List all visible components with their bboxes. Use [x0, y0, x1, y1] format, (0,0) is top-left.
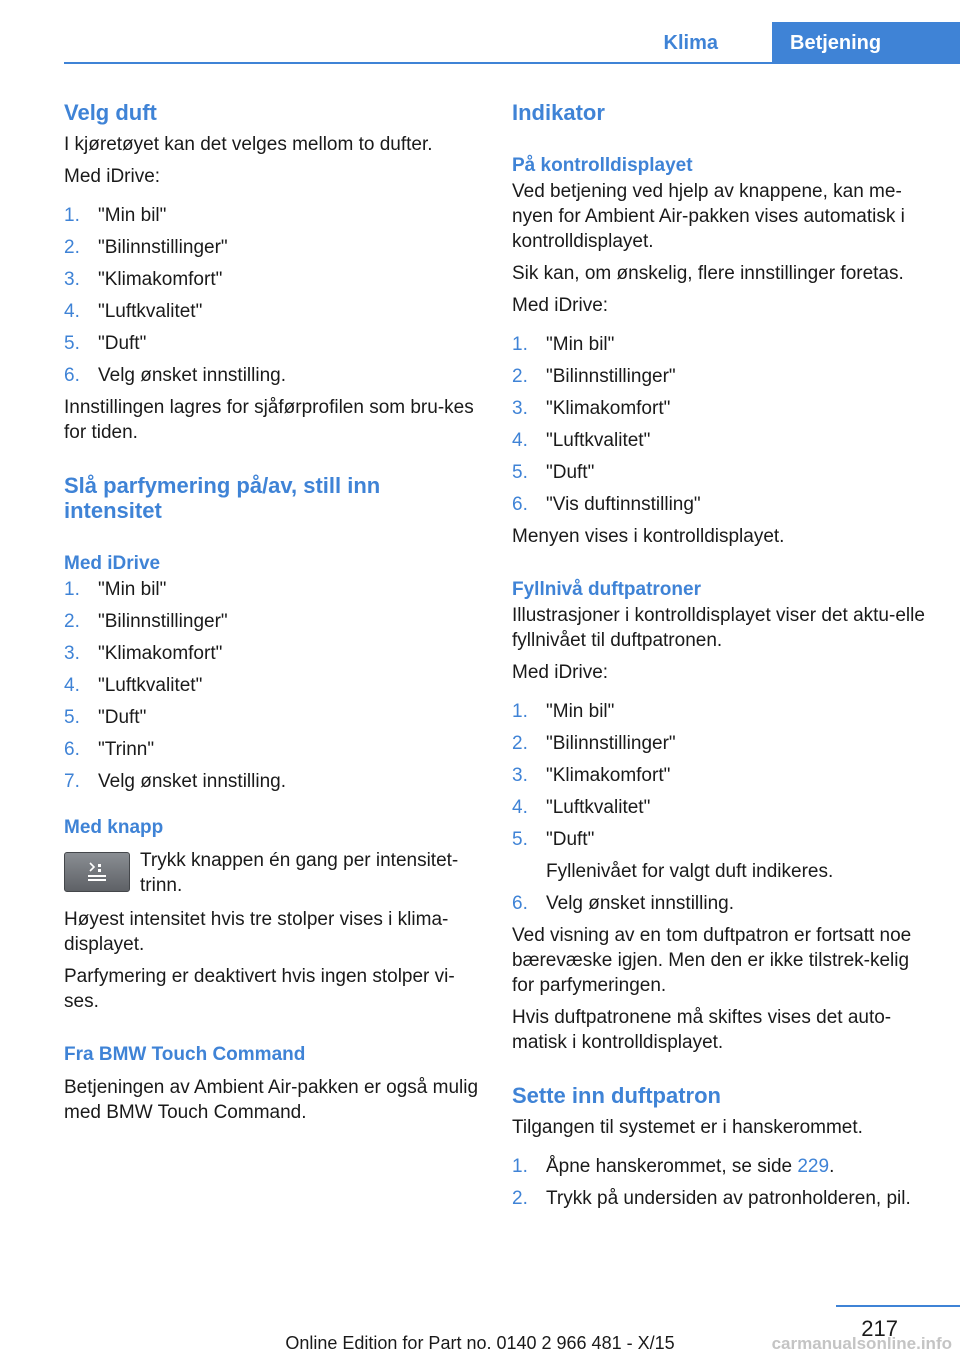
subsection-title-kontrolldisplay: På kontrolldisplayet [512, 155, 693, 176]
parfymering-p1: Høyest intensitet hvis tre stolper vises i klima-displayet. [64, 909, 449, 955]
indikator-p1: Ved betjening ved hjelp av knappene, kan me-nyen for Ambient Air-pakken vises automatisk i kontrolldisplayet. [512, 181, 905, 252]
sette-inn-intro: Tilgangen til systemet er i hanskerommet. [512, 1117, 863, 1138]
page-header [64, 22, 960, 64]
tab-klima[interactable]: Klima [663, 32, 718, 54]
list-item: 2. "Bilinnstillinger" [64, 237, 228, 258]
fyllniva-p2: Ved visning av en tom duftpatron er fortsatt noe bærevæske igjen. Men den er ikke tilstrek-kelig for parfymeringen. [512, 925, 912, 996]
velg-duft-intro: I kjøretøyet kan det velges mellom to dufter. [64, 134, 433, 155]
parfymering-p2: Parfymering er deaktivert hvis ingen stolper vi-ses. [64, 966, 455, 1012]
footer-rule [836, 1305, 960, 1307]
sette-inn-steps [512, 1154, 932, 1211]
knapp-text: Trykk knappen én gang per intensitet-trinn. [140, 850, 459, 896]
touch-command-text: Betjeningen av Ambient Air-pakken er også mulig med BMW Touch Command. [64, 1077, 479, 1123]
parfymering-steps [64, 577, 482, 794]
indikator-steps [512, 332, 932, 517]
list-item: 4. "Luftkvalitet" [512, 797, 651, 818]
list-item: 5. "Duft" [512, 462, 595, 483]
list-item: 1. "Min bil" [512, 701, 615, 722]
subsection-title-touch-command: Fra BMW Touch Command [64, 1044, 306, 1065]
indikator-p2: Sik kan, om ønskelig, flere innstillinger foretas. [512, 263, 904, 284]
list-item: 2. Trykk på undersiden av patronholderen, pil. [512, 1188, 911, 1209]
list-item: 1. "Min bil" [64, 205, 167, 226]
list-item: 4. "Luftkvalitet" [64, 301, 203, 322]
footer-edition: Online Edition for Part no. 0140 2 966 481 - X/15 [285, 1333, 675, 1353]
velg-duft-with: Med iDrive: [64, 166, 161, 187]
list-item: 3. "Klimakomfort" [64, 643, 223, 664]
list-item: 6. Velg ønsket innstilling. [64, 365, 286, 386]
fyllniva-p3: Hvis duftpatronene må skiftes vises det auto-matisk i kontrolldisplayet. [512, 1007, 892, 1053]
section-title-velg-duft: Velg duft [64, 100, 157, 125]
list-item: 5. "Duft" [64, 707, 147, 728]
list-item: 3. "Klimakomfort" [64, 269, 223, 290]
list-item: 5. "Duft" Fyllenivået for valgt duft indikeres. [512, 827, 932, 884]
list-item: 4. "Luftkvalitet" [512, 430, 651, 451]
fyllniva-p1: Illustrasjoner i kontrolldisplayet viser det aktu-elle fyllnivået til duftpatronen. [512, 605, 925, 651]
list-item: 6. "Trinn" [64, 739, 155, 760]
list-item: 6. "Vis duftinnstilling" [512, 494, 701, 515]
right-column [512, 100, 932, 1218]
subsection-title-med-idrive: Med iDrive [64, 553, 161, 574]
fyllniva-steps [512, 699, 932, 916]
list-item: 2. "Bilinnstillinger" [64, 611, 228, 632]
section-title-indikator: Indikator [512, 100, 605, 125]
subsection-title-fyllniva: Fyllnivå duftpatroner [512, 579, 701, 600]
list-item: 1. "Min bil" [64, 579, 167, 600]
list-item: 1. "Min bil" [512, 334, 615, 355]
page-number: 217 [861, 1316, 898, 1341]
list-item: 3. "Klimakomfort" [512, 765, 671, 786]
watermark: carmanualsonline.info [771, 1334, 952, 1353]
list-item: 1. Åpne hanskerommet, se side 229. [512, 1156, 835, 1177]
fragrance-button-icon [64, 852, 130, 892]
list-item: 4. "Luftkvalitet" [64, 675, 203, 696]
velg-duft-steps [64, 203, 482, 388]
list-item: 6. Velg ønsket innstilling. [512, 893, 734, 914]
tab-betjening[interactable]: Betjening [772, 22, 960, 62]
list-item: 2. "Bilinnstillinger" [512, 366, 676, 387]
list-item: 3. "Klimakomfort" [512, 398, 671, 419]
fyllniva-with: Med iDrive: [512, 662, 609, 683]
indikator-with: Med iDrive: [512, 295, 609, 316]
knapp-instruction [64, 848, 482, 900]
indikator-after: Menyen vises i kontrolldisplayet. [512, 526, 785, 547]
section-title-sette-inn: Sette inn duftpatron [512, 1083, 721, 1108]
list-item: 5. "Duft" [64, 333, 147, 354]
list-item: 7. Velg ønsket innstilling. [64, 771, 286, 792]
velg-duft-note: Innstillingen lagres for sjåførprofilen som bru-kes for tiden. [64, 397, 474, 443]
section-title-parfymering: Slå parfymering på/av, still inn intensitet [64, 473, 381, 523]
page-link-229[interactable]: 229 [797, 1156, 830, 1177]
subsection-title-med-knapp: Med knapp [64, 817, 164, 838]
left-column [64, 100, 482, 1125]
step-sub-text: Fyllenivået for valgt duft indikeres. [546, 861, 834, 882]
list-item: 2. "Bilinnstillinger" [512, 733, 676, 754]
